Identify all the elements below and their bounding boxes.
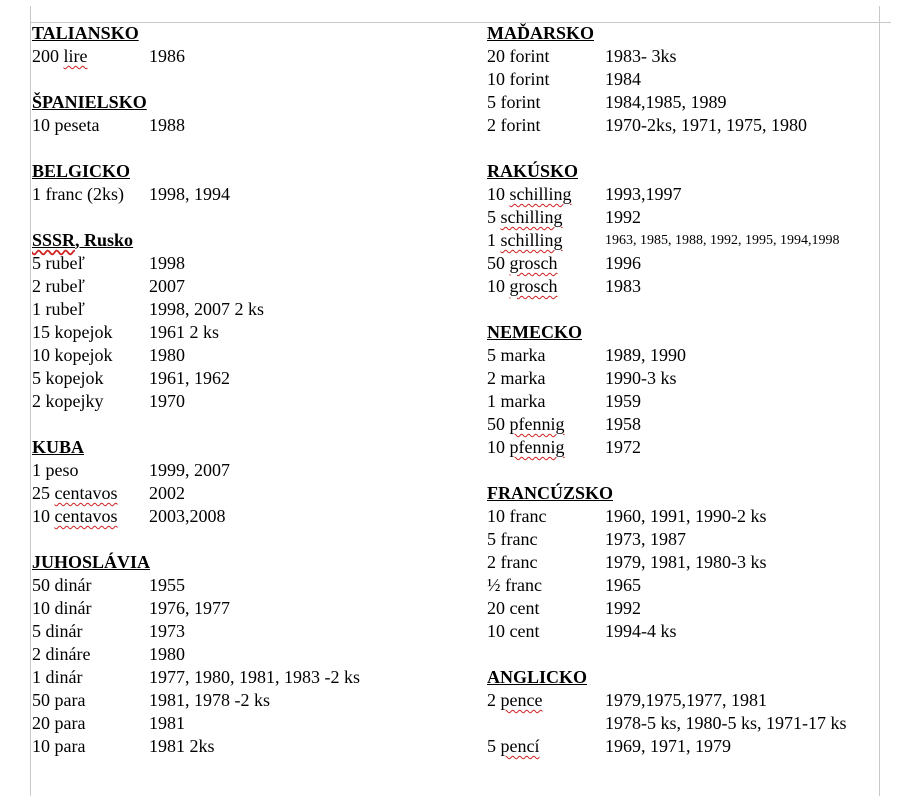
coin-row (487, 68, 879, 91)
coin-denomination: 1 schilling (487, 230, 563, 250)
coin-denomination: 20 para (32, 713, 86, 733)
coin-years: 1958 (605, 414, 641, 434)
coin-denomination: 5 schilling (487, 207, 563, 227)
spellcheck-flagged-word: centavos (54, 506, 118, 526)
right-column (487, 22, 879, 758)
coin-row (487, 206, 879, 229)
coin-years: 1998, 1994 (149, 184, 230, 204)
coin-row (487, 229, 879, 252)
coin-denomination: 1 marka (487, 391, 546, 411)
coin-denomination: 2 marka (487, 368, 546, 388)
coin-row (32, 712, 472, 735)
coin-years: 1984 (605, 69, 641, 89)
coin-years: 1990-3 ks (605, 368, 677, 388)
coin-denomination: 2 forint (487, 115, 541, 135)
coin-denomination: ½ franc (487, 575, 542, 595)
country-heading: SSSR, Rusko (32, 230, 134, 250)
coin-denomination: 10 forint (487, 69, 550, 89)
coin-row (32, 114, 472, 137)
coin-denomination: 5 kopejok (32, 368, 104, 388)
page-margin-guide (30, 22, 31, 796)
blank-line (32, 206, 472, 229)
coin-denomination: 50 grosch (487, 253, 558, 273)
coin-row (487, 689, 879, 712)
coin-years: 1965 (605, 575, 641, 595)
coin-row (32, 597, 472, 620)
coin-row (487, 505, 879, 528)
country-heading: FRANCÚZSKO (487, 483, 614, 503)
coin-years: 1981 (149, 713, 185, 733)
coin-row (487, 597, 879, 620)
coin-years: 1980 (149, 345, 185, 365)
coin-years: 1973, 1987 (605, 529, 686, 549)
coin-years: 1981, 1978 -2 ks (149, 690, 270, 710)
coin-row (487, 620, 879, 643)
coin-denomination: 2 pence (487, 690, 543, 710)
coin-years: 1955 (149, 575, 185, 595)
coin-years: 1977, 1980, 1981, 1983 -2 ks (149, 667, 360, 687)
coin-years: 1973 (149, 621, 185, 641)
spellcheck-flagged-word: schilling (500, 207, 563, 227)
coin-row (487, 114, 879, 137)
coin-years: 2002 (149, 483, 185, 503)
country-heading: TALIANSKO (32, 23, 139, 43)
coin-row (32, 275, 472, 298)
blank-line (487, 459, 879, 482)
coin-denomination: 20 forint (487, 46, 550, 66)
coin-years: 1972 (605, 437, 641, 457)
coin-years: 1959 (605, 391, 641, 411)
coin-denomination: 1 dinár (32, 667, 83, 687)
coin-row (487, 45, 879, 68)
coin-row (487, 528, 879, 551)
country-heading: KUBA (32, 437, 85, 457)
coin-denomination: 2 dináre (32, 644, 91, 664)
coin-row (32, 367, 472, 390)
coin-row (487, 436, 879, 459)
blank-line (32, 137, 472, 160)
coin-row (32, 321, 472, 344)
coin-denomination: 10 kopejok (32, 345, 113, 365)
coin-years: 1989, 1990 (605, 345, 686, 365)
country-heading: JUHOSLÁVIA (32, 552, 151, 572)
coin-denomination: 50 para (32, 690, 86, 710)
coin-row (32, 620, 472, 643)
coin-row (487, 367, 879, 390)
coin-row (487, 390, 879, 413)
coin-row (32, 298, 472, 321)
coin-years: 1979,1975,1977, 1981 (605, 690, 767, 710)
country-heading: RAKÚSKO (487, 161, 579, 181)
coin-years: 1961, 1962 (149, 368, 230, 388)
spellcheck-flagged-word: pence (500, 690, 543, 710)
country-heading: NEMECKO (487, 322, 583, 342)
coin-years: 1978-5 ks, 1980-5 ks, 1971-17 ks (605, 713, 847, 733)
coin-denomination: 15 kopejok (32, 322, 113, 342)
blank-line (487, 137, 879, 160)
coin-denomination: 25 centavos (32, 483, 118, 503)
coin-denomination: 5 marka (487, 345, 546, 365)
coin-denomination: 5 rubeľ (32, 253, 85, 273)
coin-row (487, 735, 879, 758)
coin-denomination: 10 schilling (487, 184, 572, 204)
coin-denomination: 5 dinár (32, 621, 83, 641)
coin-years: 1993,1997 (605, 184, 682, 204)
spellcheck-flagged-word: pencí (500, 736, 540, 756)
coin-years: 1979, 1981, 1980-3 ks (605, 552, 767, 572)
coin-row (487, 413, 879, 436)
coin-row (32, 643, 472, 666)
coin-denomination: 10 cent (487, 621, 540, 641)
coin-years: 1976, 1977 (149, 598, 230, 618)
spellcheck-flagged-word: pfennig (509, 437, 565, 457)
spellcheck-flagged-word: grosch (509, 253, 558, 273)
coin-row (32, 482, 472, 505)
coin-denomination: 5 forint (487, 92, 541, 112)
coin-row (32, 689, 472, 712)
coin-years: 1981 2ks (149, 736, 215, 756)
coin-years: 1970 (149, 391, 185, 411)
coin-row (32, 390, 472, 413)
blank-line (32, 528, 472, 551)
country-heading: MAĎARSKO (487, 23, 594, 43)
blank-line (32, 68, 472, 91)
coin-row (32, 459, 472, 482)
coin-denomination: 2 franc (487, 552, 538, 572)
spellcheck-flagged-word: centavos (54, 483, 118, 503)
coin-row (487, 574, 879, 597)
coin-denomination: 1 rubeľ (32, 299, 85, 319)
coin-denomination: 10 franc (487, 506, 547, 526)
blank-line (487, 298, 879, 321)
coin-denomination: 10 dinár (32, 598, 92, 618)
page-margin-guide (879, 6, 880, 796)
coin-row (32, 45, 472, 68)
country-heading: ANGLICKO (487, 667, 588, 687)
coin-row (32, 574, 472, 597)
coin-years: 2007 (149, 276, 185, 296)
blank-line (32, 413, 472, 436)
spellcheck-flagged-word: pfennig (509, 414, 565, 434)
coin-denomination: 2 kopejky (32, 391, 104, 411)
coin-row (32, 505, 472, 528)
spellcheck-flagged-word: lire (63, 46, 88, 66)
coin-years: 1980 (149, 644, 185, 664)
coin-years: 1969, 1971, 1979 (605, 736, 731, 756)
coin-denomination: 10 para (32, 736, 86, 756)
coin-years: 1998, 2007 2 ks (149, 299, 265, 319)
left-column (32, 22, 472, 758)
coin-years: 1992 (605, 598, 641, 618)
coin-denomination: 2 rubeľ (32, 276, 85, 296)
coin-row (487, 275, 879, 298)
country-heading: ŠPANIELSKO (32, 92, 147, 112)
coin-years: 1988 (149, 115, 185, 135)
coin-years: 1961 2 ks (149, 322, 220, 342)
coin-years: 1994-4 ks (605, 621, 677, 641)
coin-denomination: 50 pfennig (487, 414, 565, 434)
coin-row (487, 344, 879, 367)
coin-years: 1992 (605, 207, 641, 227)
coin-denomination: 1 peso (32, 460, 79, 480)
coin-row (487, 91, 879, 114)
coin-years: 1983 (605, 276, 641, 296)
coin-denomination: 200 lire (32, 46, 88, 66)
coin-years: 1986 (149, 46, 185, 66)
coin-denomination: 10 grosch (487, 276, 558, 296)
coin-years: 1998 (149, 253, 185, 273)
coin-years: 1983- 3ks (605, 46, 677, 66)
coin-row (32, 183, 472, 206)
blank-line (487, 643, 879, 666)
spellcheck-flagged-word: schilling (509, 184, 572, 204)
coin-denomination: 5 franc (487, 529, 538, 549)
coin-row (32, 666, 472, 689)
coin-denomination: 1 franc (2ks) (32, 184, 124, 204)
page-corner-mark (22, 6, 31, 22)
coin-years: 1984,1985, 1989 (605, 92, 727, 112)
coin-denomination: 50 dinár (32, 575, 92, 595)
coin-years: 2003,2008 (149, 506, 226, 526)
coin-row (487, 551, 879, 574)
coin-years: 1996 (605, 253, 641, 273)
coin-row (487, 712, 879, 735)
spellcheck-flagged-word: grosch (509, 276, 558, 296)
coin-denomination: 10 peseta (32, 115, 100, 135)
coin-years: 1960, 1991, 1990-2 ks (605, 506, 767, 526)
coin-denomination: 20 cent (487, 598, 540, 618)
coin-row (32, 344, 472, 367)
spellcheck-flagged-word: schilling (500, 230, 563, 250)
coin-row (32, 252, 472, 275)
coin-years: 1963, 1985, 1988, 1992, 1995, 1994,1998 (605, 233, 840, 248)
coin-years: 1970-2ks, 1971, 1975, 1980 (605, 115, 807, 135)
country-heading: BELGICKO (32, 161, 131, 181)
coin-row (487, 183, 879, 206)
coin-denomination: 5 pencí (487, 736, 540, 756)
coin-row (487, 252, 879, 275)
page-corner-mark (879, 22, 891, 23)
coin-denomination: 10 centavos (32, 506, 118, 526)
coin-years: 1999, 2007 (149, 460, 230, 480)
coin-denomination: 10 pfennig (487, 437, 565, 457)
coin-row (32, 735, 472, 758)
